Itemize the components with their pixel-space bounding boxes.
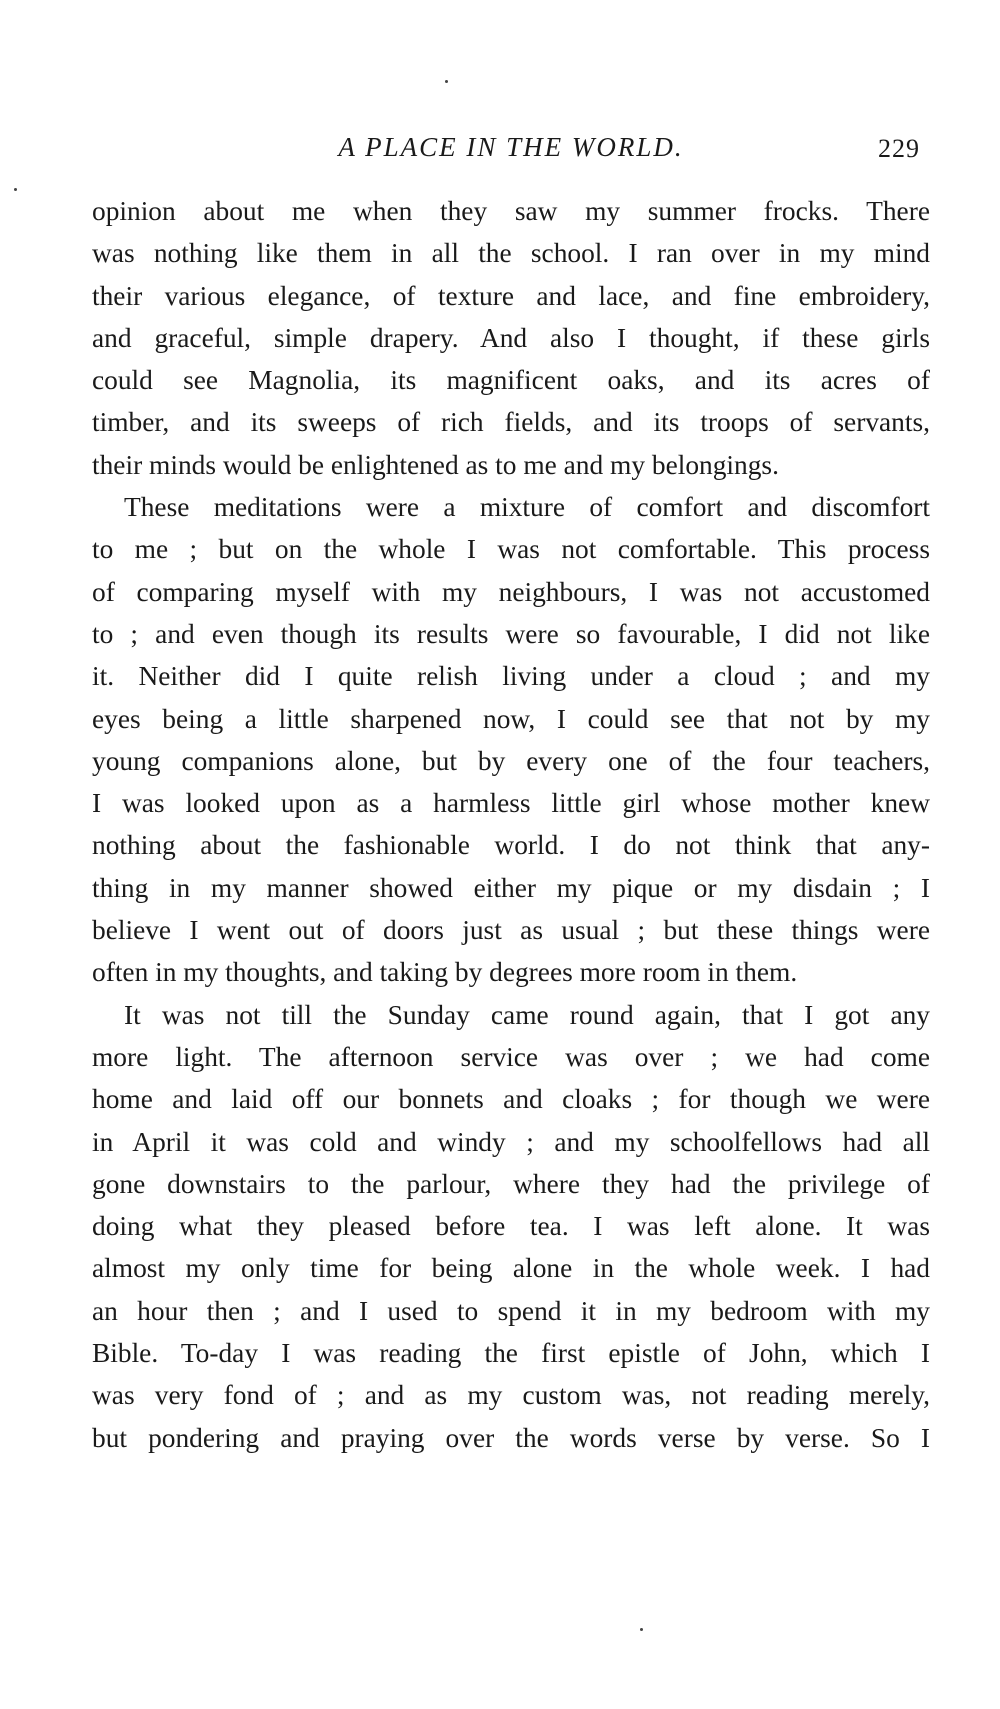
text-line: but pondering and praying over the words verse by verse. So I bbox=[92, 1422, 930, 1453]
paragraph-3 bbox=[92, 994, 930, 1459]
text-line: of comparing myself with my neighbours, I was not accustomed bbox=[92, 576, 930, 607]
text-line: almost my only time for being alone in the whole week. I had bbox=[92, 1253, 930, 1284]
text-line: timber, and its sweeps of rich fields, and its troops of servants, bbox=[92, 407, 930, 438]
text-line: It was not till the Sunday came round again, that I got any bbox=[124, 999, 930, 1030]
text-line: gone downstairs to the parlour, where they had the privilege of bbox=[92, 1168, 930, 1199]
text-line: young companions alone, but by every one of the four teachers, bbox=[92, 745, 930, 776]
page-number: 229 bbox=[878, 134, 920, 163]
text-line: Bible. To-day I was reading the first epistle of John, which I bbox=[92, 1338, 930, 1369]
body-text bbox=[92, 190, 930, 1459]
text-line: in April it was cold and windy ; and my schoolfellows had all bbox=[92, 1126, 930, 1157]
text-line: doing what they pleased before tea. I was left alone. It was bbox=[92, 1211, 930, 1242]
text-line: was very fond of ; and as my custom was, not reading merely, bbox=[92, 1380, 930, 1411]
running-header bbox=[92, 132, 930, 172]
text-line: often in my thoughts, and taking by degrees more room in them. bbox=[92, 957, 798, 988]
text-line: home and laid off our bonnets and cloaks ; for though we were bbox=[92, 1084, 930, 1115]
text-line: their various elegance, of texture and lace, and fine embroidery, bbox=[92, 280, 930, 311]
text-line: more light. The afternoon service was over ; we had come bbox=[92, 1041, 930, 1072]
text-line: was nothing like them in all the school. I ran over in my mind bbox=[92, 238, 930, 269]
paragraph-1 bbox=[92, 190, 930, 486]
text-line: an hour then ; and I used to spend it in my bedroom with my bbox=[92, 1295, 930, 1326]
text-line: to me ; but on the whole I was not comfortable. This process bbox=[92, 534, 930, 565]
text-line: to ; and even though its results were so favourable, I did not like bbox=[92, 618, 930, 649]
text-line: believe I went out of doors just as usual ; but these things were bbox=[92, 915, 930, 946]
print-speck bbox=[14, 188, 17, 191]
text-line: nothing about the fashionable world. I do not think that any- bbox=[92, 830, 930, 861]
text-line: their minds would be enlightened as to me and my belongings. bbox=[92, 449, 779, 480]
text-line: and graceful, simple drapery. And also I thought, if these girls bbox=[92, 322, 930, 353]
print-speck bbox=[445, 80, 448, 83]
text-line: eyes being a little sharpened now, I could see that not by my bbox=[92, 703, 930, 734]
text-line: it. Neither did I quite relish living under a cloud ; and my bbox=[92, 661, 930, 692]
text-line: I was looked upon as a harmless little girl whose mother knew bbox=[92, 788, 930, 819]
paragraph-2 bbox=[92, 486, 930, 994]
print-speck bbox=[640, 1628, 643, 1631]
running-title: A PLACE IN THE WORLD. bbox=[338, 132, 684, 162]
text-line: These meditations were a mixture of comfort and discomfort bbox=[124, 492, 930, 523]
text-line: thing in my manner showed either my pique or my disdain ; I bbox=[92, 872, 930, 903]
text-line: could see Magnolia, its magnificent oaks, and its acres of bbox=[92, 365, 930, 396]
text-line: opinion about me when they saw my summer frocks. There bbox=[92, 196, 930, 226]
